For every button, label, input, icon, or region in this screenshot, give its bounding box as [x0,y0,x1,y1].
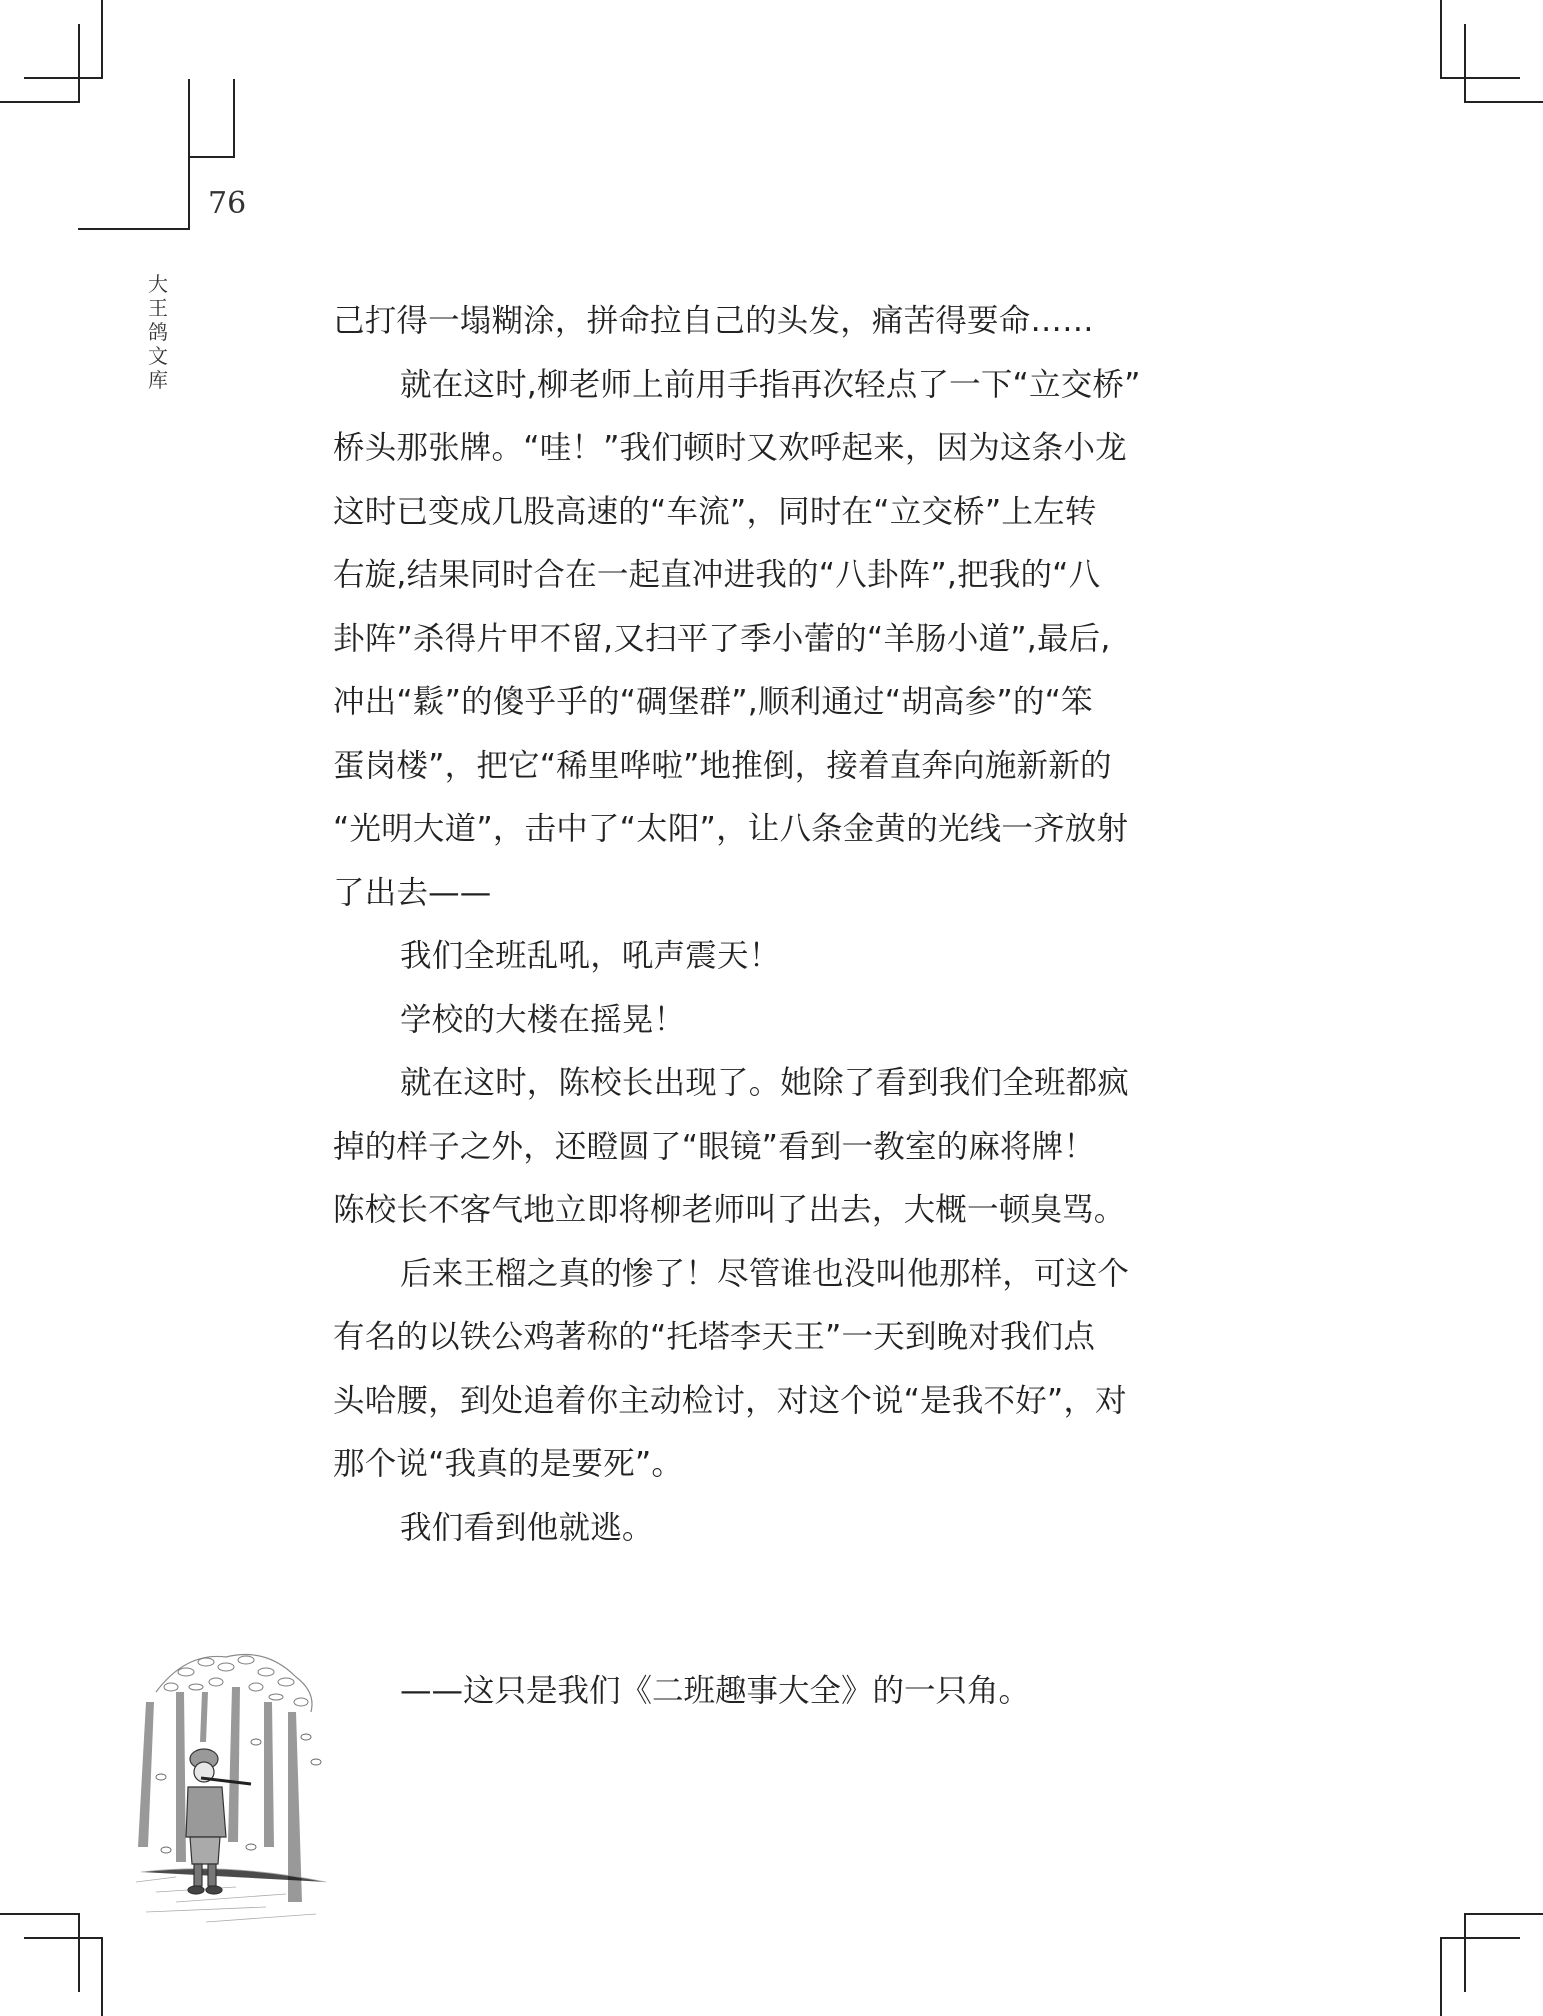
series-title-char: 鸽 [148,320,168,344]
body-text [333,290,1193,1560]
crop-mark [1464,1913,1466,1992]
crop-mark [1440,77,1520,79]
crop-mark [1464,24,1466,102]
crop-mark [101,1937,103,2016]
crop-mark [1440,1937,1520,1939]
crop-mark [78,228,190,230]
crop-mark [78,1913,80,1992]
text-line: 冲出“鬏”的傻乎乎的“碉堡群”,顺利通过“胡高参”的“笨 [333,684,1093,720]
illustration-boy-flute-forest [116,1632,348,1932]
crop-mark [101,0,103,78]
text-line: 陈校长不客气地立即将柳老师叫了出去，大概一顿臭骂。 [333,1192,1126,1228]
crop-mark [1440,1937,1442,2016]
crop-mark [1464,101,1543,103]
page-number: 76 [208,186,247,221]
text-line: 就在这时，陈校长出现了。她除了看到我们全班都疯 [400,1065,1130,1101]
crop-mark [1464,1913,1543,1915]
crop-mark [233,79,235,158]
series-title-char: 王 [148,296,168,320]
text-line: 桥头那张牌。“哇！”我们顿时又欢呼起来，因为这条小龙 [333,430,1127,466]
series-title [146,272,170,392]
closing-line: ——这只是我们《二班趣事大全》的一只角。 [400,1673,1031,1709]
text-line: 卦阵”杀得片甲不留,又扫平了季小蕾的“羊肠小道”,最后, [333,620,1111,657]
text-line: 我们看到他就逃。 [400,1509,654,1546]
crop-mark [188,156,235,158]
text-line: 那个说“我真的是要死”。 [333,1446,684,1482]
crop-mark [0,101,80,103]
text-line: 后来王榴之真的惨了！尽管谁也没叫他那样，可这个 [400,1255,1130,1292]
text-line: 这时已变成几股高速的“车流”，同时在“立交桥”上左转 [333,493,1097,530]
series-title-char: 库 [148,368,168,392]
crop-mark [24,77,103,79]
series-title-char: 文 [148,344,168,368]
crop-mark [0,1913,80,1915]
text-line: 学校的大楼在摇晃！ [400,1001,686,1038]
text-line: 就在这时,柳老师上前用手指再次轻点了一下“立交桥” [400,366,1141,403]
text-line: 己打得一塌糊涂，拼命拉自己的头发，痛苦得要命…… [333,303,1094,339]
text-line: 有名的以铁公鸡著称的“托塔李天王”一天到晚对我们点 [333,1319,1096,1355]
text-line: 我们全班乱吼，吼声震天！ [400,938,781,974]
text-line: 了出去—— [333,874,492,911]
crop-mark [188,79,190,230]
crop-mark [24,1937,103,1939]
crop-mark [78,24,80,102]
crop-mark [1440,0,1442,79]
text-line: 蛋岗楼”，把它“稀里哗啦”地推倒，接着直奔向施新新的 [333,747,1112,784]
text-line: 掉的样子之外，还瞪圆了“眼镜”看到一教室的麻将牌！ [333,1128,1096,1165]
series-title-char: 大 [148,272,168,296]
text-line: 右旋,结果同时合在一起直冲进我的“八卦阵”,把我的“八 [333,557,1101,593]
text-line: “光明大道”，击中了“太阳”，让八条金黄的光线一齐放射 [333,811,1129,847]
text-line: 头哈腰，到处追着你主动检讨，对这个说“是我不好”，对 [333,1382,1127,1419]
